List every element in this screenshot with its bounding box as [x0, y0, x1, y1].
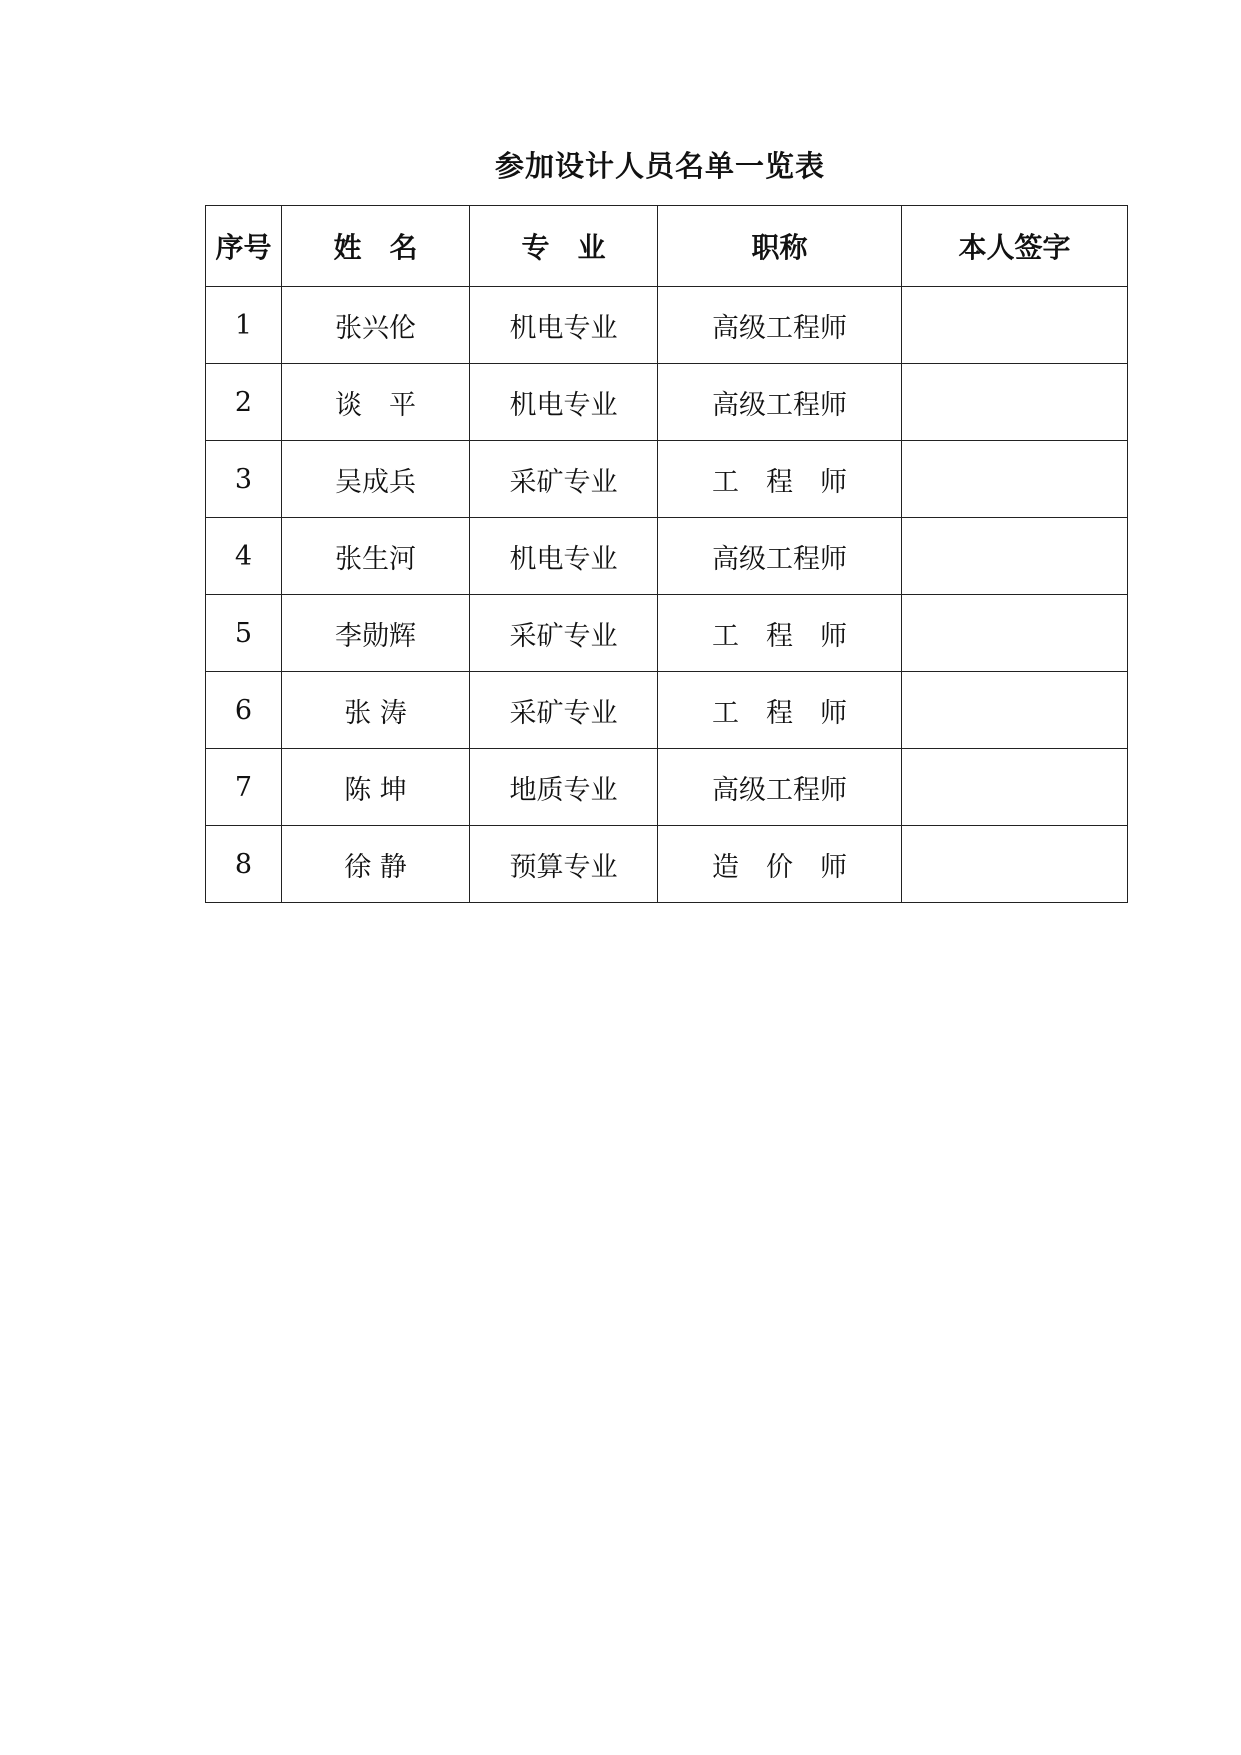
cell-job-title: 高级工程师: [658, 518, 902, 595]
cell-name: 张兴伦: [282, 287, 470, 364]
cell-specialty: 机电专业: [470, 364, 658, 441]
cell-job-title: 造 价 师: [658, 826, 902, 903]
cell-job-title: 工 程 师: [658, 672, 902, 749]
table-row: [206, 364, 1128, 441]
cell-job-title: 高级工程师: [658, 749, 902, 826]
cell-signature[interactable]: [902, 518, 1128, 595]
cell-signature[interactable]: [902, 364, 1128, 441]
cell-name: 张生河: [282, 518, 470, 595]
cell-serial-number: 5: [206, 595, 282, 672]
table-header-row: [206, 206, 1128, 287]
cell-specialty: 机电专业: [470, 287, 658, 364]
cell-specialty: 机电专业: [470, 518, 658, 595]
cell-signature[interactable]: [902, 826, 1128, 903]
cell-specialty: 采矿专业: [470, 595, 658, 672]
header-serial-number: 序号: [206, 206, 282, 287]
cell-name: 张 涛: [282, 672, 470, 749]
cell-signature[interactable]: [902, 672, 1128, 749]
document-title: 参加设计人员名单一览表: [494, 149, 825, 183]
cell-signature[interactable]: [902, 749, 1128, 826]
table-row: [206, 595, 1128, 672]
cell-serial-number: 8: [206, 826, 282, 903]
cell-name: 徐 静: [282, 826, 470, 903]
cell-specialty: 采矿专业: [470, 672, 658, 749]
header-job-title: 职称: [658, 206, 902, 287]
cell-name: 谈 平: [282, 364, 470, 441]
cell-signature[interactable]: [902, 595, 1128, 672]
table-row: [206, 749, 1128, 826]
cell-specialty: 采矿专业: [470, 441, 658, 518]
cell-serial-number: 1: [206, 287, 282, 364]
header-specialty: 专 业: [470, 206, 658, 287]
cell-specialty: 地质专业: [470, 749, 658, 826]
cell-signature[interactable]: [902, 287, 1128, 364]
cell-job-title: 工 程 师: [658, 595, 902, 672]
cell-serial-number: 4: [206, 518, 282, 595]
cell-specialty: 预算专业: [470, 826, 658, 903]
cell-serial-number: 2: [206, 364, 282, 441]
cell-job-title: 高级工程师: [658, 364, 902, 441]
personnel-table: [205, 205, 1128, 903]
table-row: [206, 672, 1128, 749]
header-name: 姓 名: [282, 206, 470, 287]
table-row: [206, 287, 1128, 364]
cell-serial-number: 7: [206, 749, 282, 826]
cell-job-title: 高级工程师: [658, 287, 902, 364]
table-row: [206, 441, 1128, 518]
table-row: [206, 518, 1128, 595]
cell-name: 陈 坤: [282, 749, 470, 826]
cell-signature[interactable]: [902, 441, 1128, 518]
cell-serial-number: 6: [206, 672, 282, 749]
cell-name: 吴成兵: [282, 441, 470, 518]
table-row: [206, 826, 1128, 903]
cell-job-title: 工 程 师: [658, 441, 902, 518]
header-signature: 本人签字: [902, 206, 1128, 287]
cell-serial-number: 3: [206, 441, 282, 518]
cell-name: 李勋辉: [282, 595, 470, 672]
